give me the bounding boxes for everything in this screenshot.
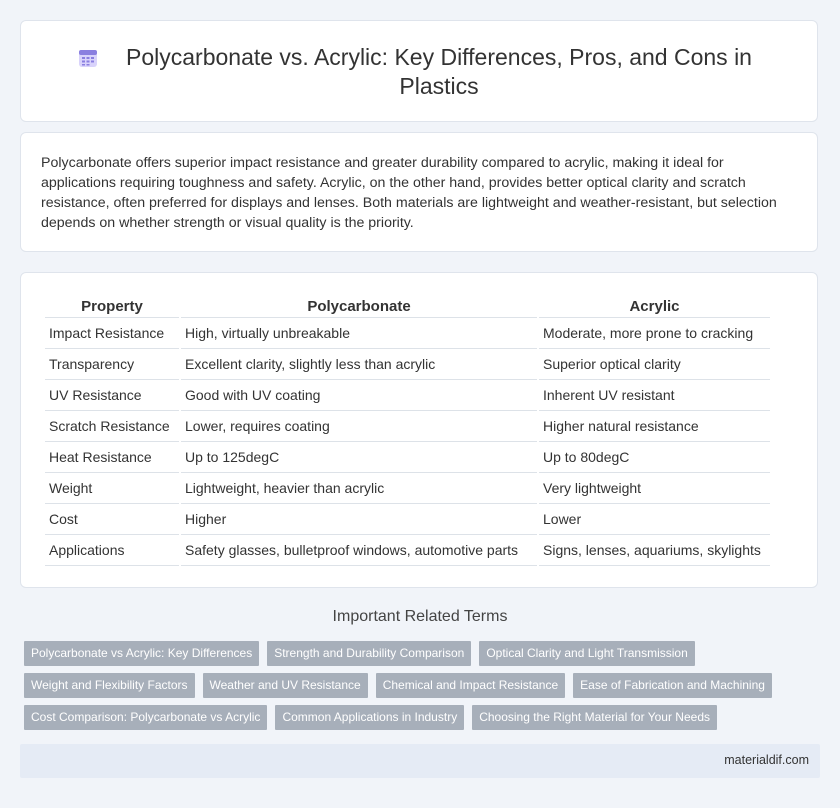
table-cell: Higher [181,504,537,535]
table-cell: Impact Resistance [45,318,179,349]
table-cell: Safety glasses, bulletproof windows, automotive parts [181,535,537,566]
table-cell: Lightweight, heavier than acrylic [181,473,537,504]
table-cell: Up to 80degC [539,442,770,473]
table-cell: Inherent UV resistant [539,380,770,411]
related-tag[interactable]: Common Applications in Industry [275,705,464,730]
related-terms-tags [24,641,804,730]
table-cell: Lower [539,504,770,535]
related-tag[interactable]: Cost Comparison: Polycarbonate vs Acrylic [24,705,267,730]
table-cell: Good with UV coating [181,380,537,411]
table-cell: Signs, lenses, aquariums, skylights [539,535,770,566]
table-cell: Superior optical clarity [539,349,770,380]
table-row [45,318,770,349]
footer-site-link[interactable]: materialdif.com [724,753,809,767]
table-row [45,442,770,473]
table-row [45,411,770,442]
title-row [21,43,817,101]
related-tag[interactable]: Ease of Fabrication and Machining [573,673,772,698]
table-cell: Scratch Resistance [45,411,179,442]
footer [20,744,820,778]
table-cell: Up to 125degC [181,442,537,473]
page-title: Polycarbonate vs. Acrylic: Key Differences, Pros, and Cons in Plastics [126,44,752,99]
related-tag[interactable]: Chemical and Impact Resistance [376,673,565,698]
table-cell: Weight [45,473,179,504]
related-tag[interactable]: Polycarbonate vs Acrylic: Key Differences [24,641,259,666]
header-polycarbonate: Polycarbonate [181,295,537,318]
table-cell: Cost [45,504,179,535]
related-tag[interactable]: Optical Clarity and Light Transmission [479,641,694,666]
table-cell: High, virtually unbreakable [181,318,537,349]
table-row [45,349,770,380]
header-card [20,20,818,122]
comparison-table [43,295,772,566]
header-acrylic: Acrylic [539,295,770,318]
summary-card [20,132,818,252]
table-cell: Applications [45,535,179,566]
related-tag[interactable]: Weight and Flexibility Factors [24,673,195,698]
table-row [45,504,770,535]
related-tag[interactable]: Strength and Durability Comparison [267,641,471,666]
table-cell: Heat Resistance [45,442,179,473]
header-property: Property [45,295,179,318]
table-cell: Transparency [45,349,179,380]
calendar-icon [78,48,98,68]
related-tag[interactable]: Weather and UV Resistance [203,673,368,698]
table-cell: Very lightweight [539,473,770,504]
table-cell: UV Resistance [45,380,179,411]
summary-text: Polycarbonate offers superior impact resistance and greater durability compared to acrylic, making it ideal for applications requiring toughness and safety. Acrylic, on the other hand, provides better optical clarity and scratch resistance, often preferred for displays and lenses. Both materials are lightweight and weather-resistant, but selection depends on whether strength or visual quality is the priority. [41,155,777,231]
table-cell: Higher natural resistance [539,411,770,442]
table-cell: Excellent clarity, slightly less than acrylic [181,349,537,380]
comparison-card [20,272,818,588]
table-cell: Moderate, more prone to cracking [539,318,770,349]
table-header-row [45,295,770,318]
table-row [45,473,770,504]
table-row [45,380,770,411]
related-terms-title: Important Related Terms [332,608,508,625]
related-tag[interactable]: Choosing the Right Material for Your Needs [472,705,717,730]
table-row [45,535,770,566]
table-cell: Lower, requires coating [181,411,537,442]
